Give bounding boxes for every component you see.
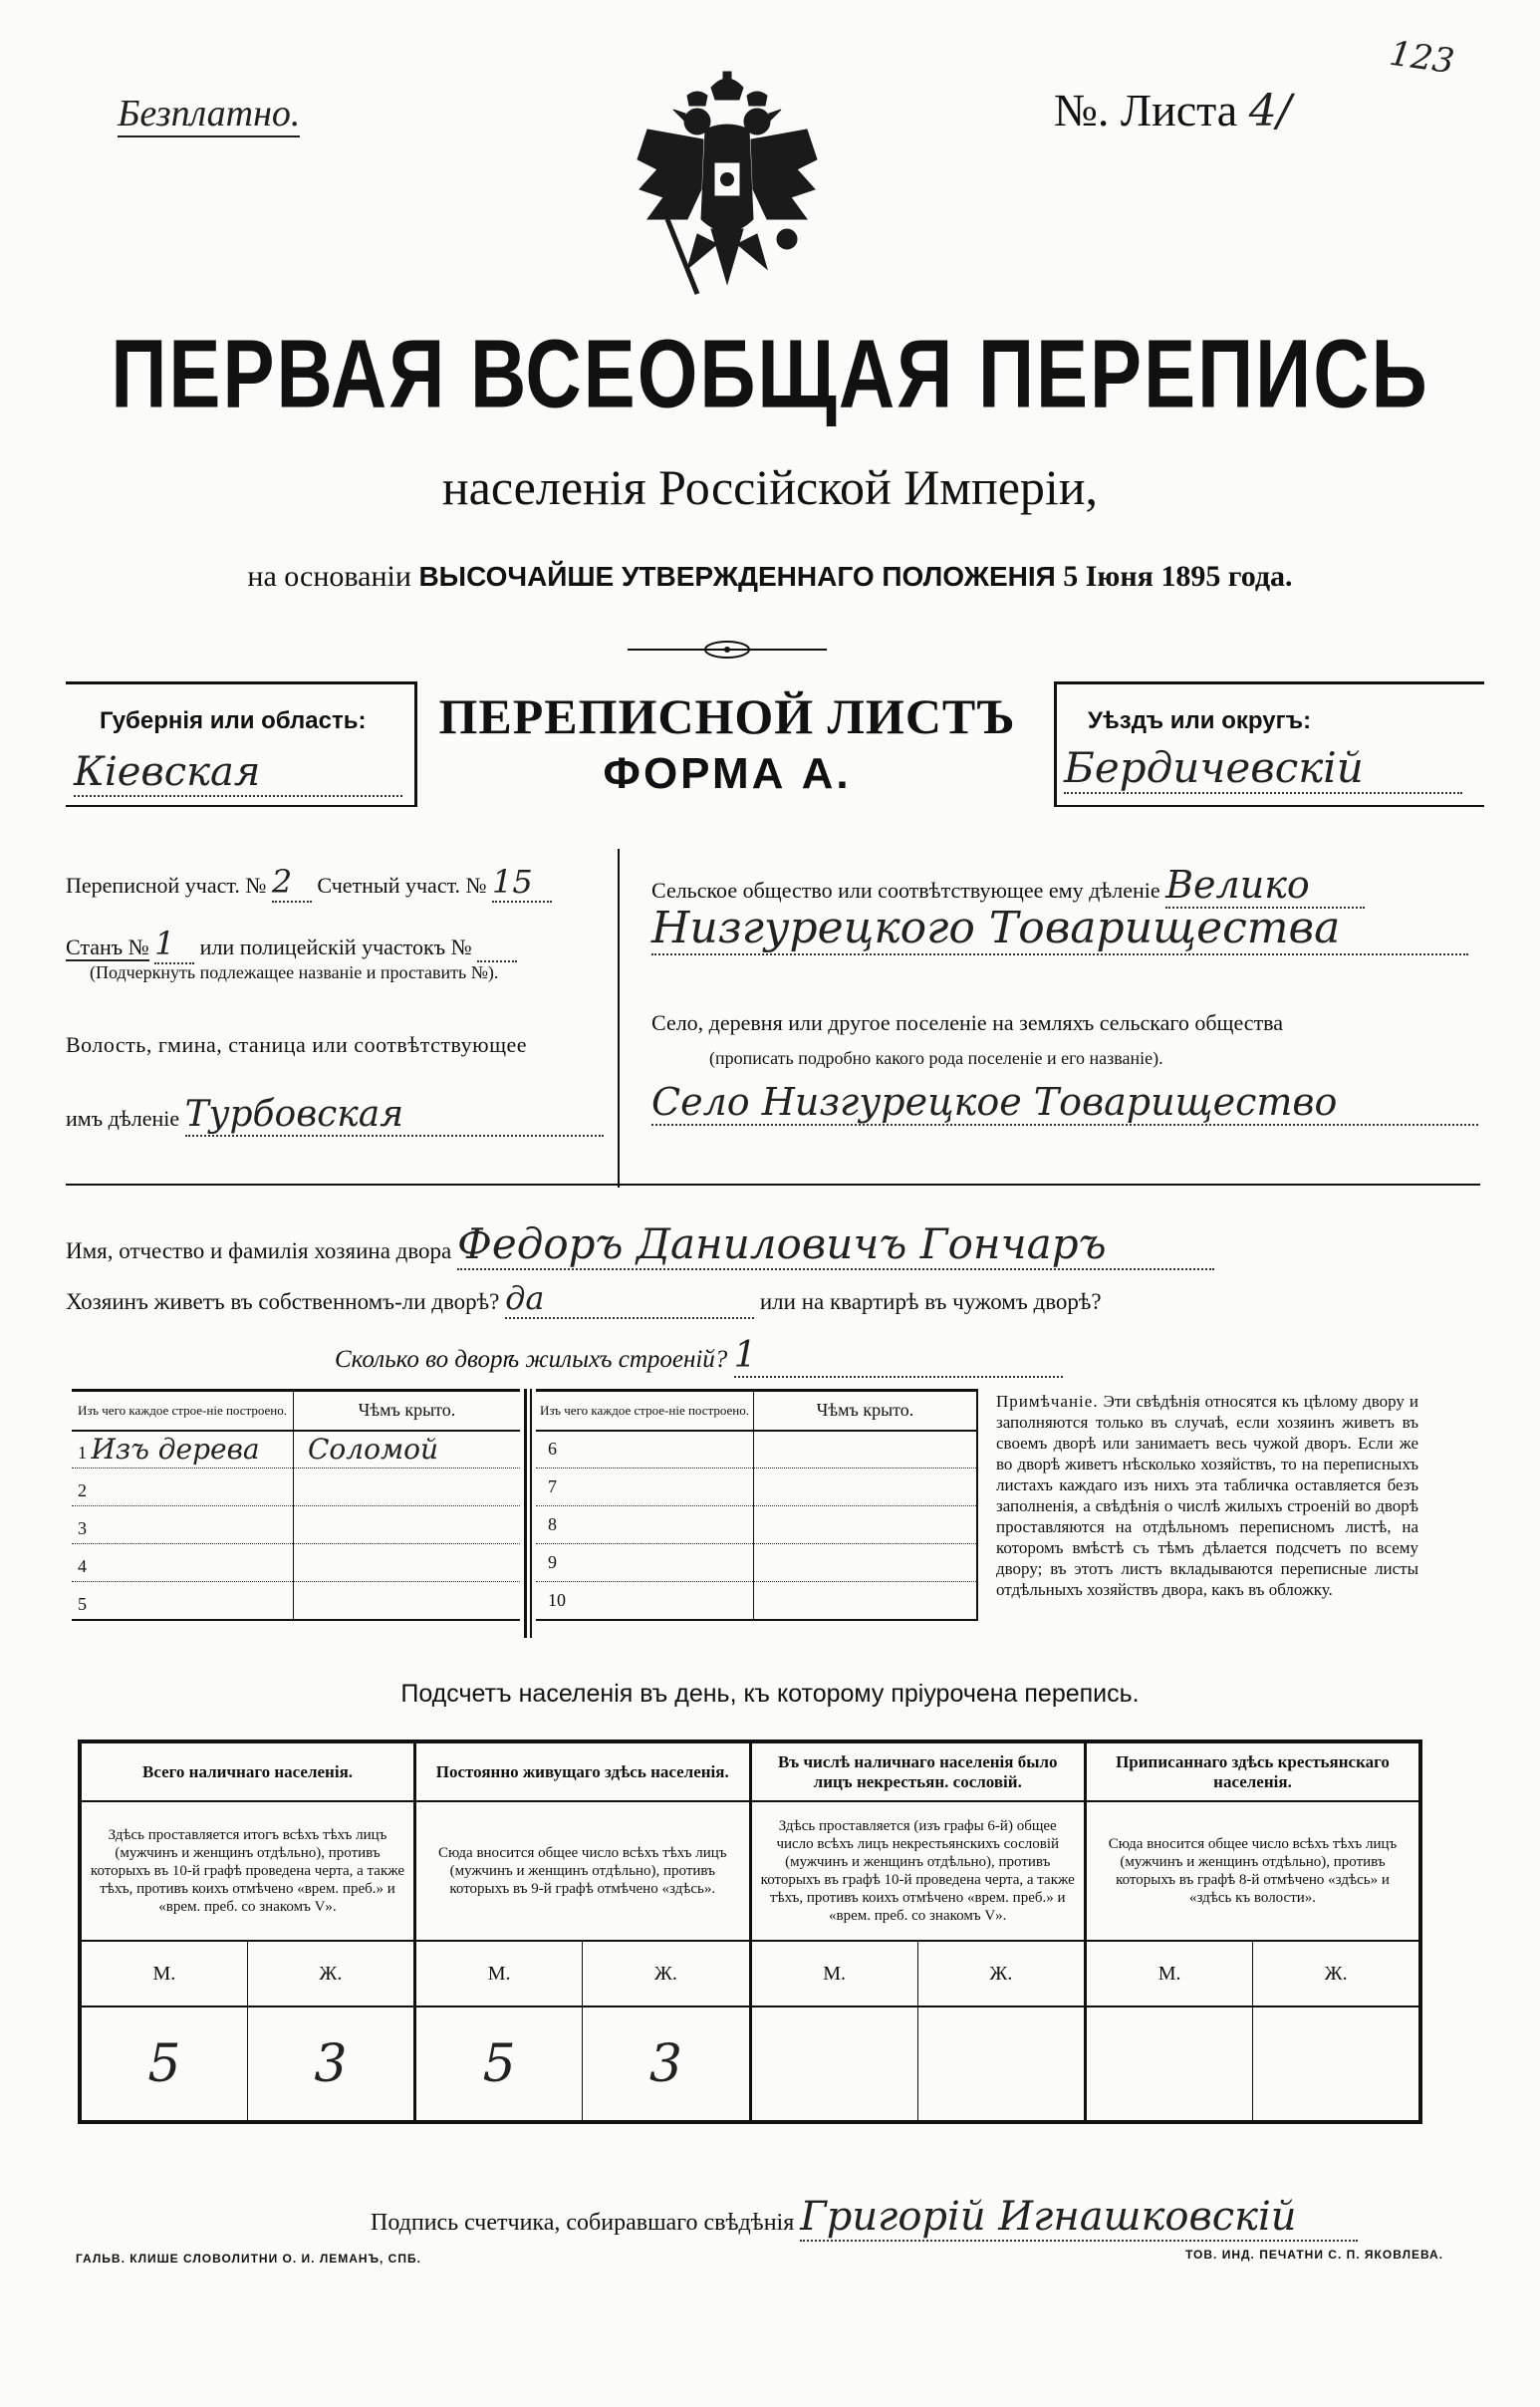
note	[996, 1391, 1418, 1600]
col-roof-header-right: Чѣмъ крыто.	[816, 1400, 914, 1421]
building-roof: Соломой	[308, 1433, 439, 1467]
corner-number: 123	[1387, 33, 1457, 83]
selo-label: Село, деревня или другое поселеніе на земляхъ сельскаго общества	[651, 1010, 1284, 1035]
obshchestvo-value-2: Низгурецкого Товарищества	[651, 903, 1468, 955]
count-col-header: Всего наличнаго населенія.	[141, 1761, 354, 1781]
perepis-uch-label: Переписной участ. №	[66, 873, 267, 898]
building-row	[72, 1469, 520, 1506]
buildings-table-right	[536, 1389, 978, 1621]
building-number: 9	[548, 1552, 557, 1572]
building-row	[72, 1544, 520, 1582]
building-cell-roof	[754, 1431, 978, 1469]
count-zh-value: 3	[314, 2033, 348, 2094]
count-table	[78, 1739, 1422, 2124]
count-zh-label: Ж.	[989, 1962, 1013, 1985]
building-number: 1	[78, 1443, 87, 1464]
count-zh-label: Ж.	[653, 1962, 677, 1985]
building-cell-roof	[294, 1431, 521, 1469]
count-m-label: М.	[415, 1941, 583, 2006]
building-cell-roof	[294, 1506, 521, 1544]
count-title: Подсчетъ населенія въ день, къ которому пріурочена перепись.	[400, 1680, 1140, 1708]
count-header-row	[80, 1741, 1420, 1801]
signature-label: Подпись счетчика, собиравшаго свѣдѣнія	[371, 2210, 795, 2236]
gubernia-value: Кіевская	[74, 749, 402, 797]
uezd-value: Бердичевскій	[1064, 743, 1462, 794]
building-cell-material	[72, 1544, 294, 1582]
basis-date: 5 Іюня 1895 года.	[1063, 560, 1293, 593]
building-row	[536, 1431, 977, 1469]
count-col-header: Въ числѣ наличнаго населенія было лицъ некрестьян. сословій.	[750, 1741, 1086, 1801]
count-zh-label: Ж.	[319, 1962, 343, 1985]
count-zh-value: 3	[648, 2033, 682, 2094]
count-col-desc: Здѣсь проставляется итогъ всѣхъ тѣхъ лицъ (мужчинъ и женщинъ отдѣльно), противъ которыхъ въ 10-й графѣ проведена черта, а также тѣхъ, противъ коихъ отмѣчено «врем. преб.» и «врем. преб. со знакомъ V».	[90, 1827, 405, 1915]
building-number: 8	[548, 1514, 557, 1534]
building-cell-material	[536, 1469, 754, 1506]
perepis-uch-value: 2	[272, 863, 312, 903]
signature-row	[371, 2194, 1358, 2242]
stan-label: Станъ №	[66, 935, 149, 959]
building-cell-roof	[754, 1544, 978, 1582]
form-letter: ФОРМА А.	[603, 749, 852, 798]
building-cell-material	[72, 1469, 294, 1506]
police-label: или полицейскій участокъ №	[199, 935, 472, 959]
building-cell-roof	[754, 1469, 978, 1506]
building-row	[536, 1506, 977, 1544]
building-number: 6	[548, 1439, 557, 1460]
coat-of-arms-icon	[628, 70, 827, 309]
owner-lives-value: да	[505, 1279, 754, 1319]
building-cell-roof	[294, 1582, 521, 1620]
volost-label-1: Волость, гмина, станица или соотвѣтствующее	[66, 1032, 528, 1057]
col-material-header-right: Изъ чего каждое строе-ніе построено.	[536, 1391, 754, 1431]
sheet-number-value: 4/	[1248, 86, 1292, 136]
page-subtitle: населенія Россійской Имперіи,	[441, 459, 1099, 515]
sheet-number	[1054, 84, 1292, 136]
building-cell-material	[72, 1582, 294, 1620]
building-cell-material	[72, 1506, 294, 1544]
count-m-label: М.	[80, 1941, 247, 2006]
building-number: 10	[548, 1589, 566, 1610]
free-label: Безплатно.	[118, 92, 300, 137]
count-col-desc: Здѣсь проставляется (изъ графы 6-й) общее число всѣхъ лицъ некрестьянскихъ сословій (мужчинъ и женщинъ отдѣльно), противъ которыхъ въ графѣ 10-й проведена черта, а также тѣхъ, противъ коихъ отмѣчено «врем. преб.» и «врем. преб. со знакомъ V».	[750, 1801, 1086, 1941]
building-row	[72, 1582, 520, 1620]
perepis-uch-row	[66, 863, 552, 903]
buildings-count-row	[335, 1335, 1063, 1378]
building-row	[536, 1469, 977, 1506]
col-roof-header: Чѣмъ крыто.	[358, 1400, 456, 1421]
count-m-value	[750, 2006, 917, 2122]
building-cell-roof	[294, 1544, 521, 1582]
volost-value: Турбовская	[185, 1094, 604, 1137]
building-row	[72, 1506, 520, 1544]
building-row	[536, 1544, 977, 1582]
building-cell-roof	[294, 1469, 521, 1506]
schet-uch-label: Счетный участ. №	[317, 873, 487, 898]
uezd-label: Уѣздъ или округъ:	[1088, 707, 1312, 734]
signature-value: Григорій Игнашковскій	[800, 2194, 1358, 2242]
building-cell-material	[536, 1506, 754, 1544]
stan-row	[66, 925, 517, 964]
page-title: ПЕРВАЯ ВСЕОБЩАЯ ПЕРЕПИСЬ	[111, 318, 1429, 428]
form-title: ПЕРЕПИСНОЙ ЛИСТЪ	[438, 688, 1016, 744]
selo-note: (прописать подробно какого рода поселеніе и его названіе).	[709, 1048, 1163, 1068]
building-number: 4	[78, 1556, 87, 1576]
owner-name-label: Имя, отчество и фамилія хозяина двора	[66, 1238, 452, 1263]
obshchestvo-label: Сельское общество или соотвѣтствующее ему дѣленіе	[651, 878, 1160, 903]
building-cell-roof	[754, 1506, 978, 1544]
count-col-desc: Сюда вносится общее число всѣхъ тѣхъ лицъ (мужчинъ и женщинъ отдѣльно), противъ которыхъ въ 9-й графѣ отмѣчено «здѣсь».	[415, 1801, 751, 1941]
count-m-value: 5	[80, 2006, 247, 2122]
building-cell-material	[536, 1544, 754, 1582]
count-col-header: Постоянно живущаго здѣсь населенія.	[415, 1741, 751, 1801]
building-number: 3	[78, 1518, 87, 1538]
building-number: 5	[78, 1593, 87, 1614]
police-note: (Подчеркнуть подлежащее названіе и проставить №).	[90, 962, 499, 982]
volost-label-2: имъ дѣленіе	[66, 1106, 180, 1131]
volost-row	[66, 1094, 604, 1137]
building-number: 2	[78, 1480, 87, 1500]
basis-pre: на основаніи	[247, 560, 411, 593]
owner-name-value: Федоръ Даниловичъ Гончаръ	[457, 1219, 1214, 1270]
sheet-number-label: №. Листа	[1054, 85, 1238, 135]
count-value-row	[80, 2006, 1420, 2122]
basis-caps: ВЫСОЧАЙШЕ УТВЕРЖДЕННАГО ПОЛОЖЕНІЯ	[418, 561, 1056, 592]
owner-name-row	[66, 1219, 1214, 1270]
obshchestvo-value-1: Велико	[1165, 863, 1365, 909]
count-desc-row	[80, 1801, 1420, 1941]
buildings-table-left	[72, 1389, 520, 1621]
buildings-count-value: 1	[734, 1335, 1063, 1378]
count-mz-row	[80, 1941, 1420, 2006]
building-row	[72, 1431, 520, 1469]
selo-value: Село Низгурецкое Товарищество	[651, 1080, 1478, 1126]
count-zh-value	[1253, 2006, 1420, 2122]
building-cell-material	[536, 1582, 754, 1620]
building-number: 7	[548, 1476, 557, 1496]
stan-value: 1	[154, 925, 194, 964]
note-text: Эти свѣдѣнія относятся къ цѣлому двору и заполняются только въ случаѣ, если хозяинъ живетъ въ своемъ дворѣ или занимаетъ весь чужой дворъ. Если же во дворѣ живетъ нѣсколько хозяйствъ, то на переписныхъ листахъ каждаго изъ нихъ эта табличка оставляется безъ заполненія, а свѣдѣнія о числѣ жилыхъ строеній во дворѣ проставляются на отдѣльномъ переписномъ листѣ, на которомъ вмѣстѣ съ тѣмъ дѣлается подсчетъ по всему двору; въ этотъ листъ вкладываются переписные листы отдѣльныхъ хозяйствъ двора, какъ въ обложку.	[996, 1392, 1419, 1599]
owner-lives-row	[66, 1279, 1102, 1319]
basis-line	[0, 560, 1540, 594]
owner-lives-label: Хозяинъ живетъ въ собственномъ-ли дворѣ?	[66, 1289, 500, 1314]
footer-left: ГАЛЬВ. КЛИШЕ СЛОВОЛИТНИ О. И. ЛЕМАНЪ, СПБ.	[76, 2252, 421, 2266]
count-zh-value	[917, 2006, 1085, 2122]
count-col-header: Приписаннаго здѣсь крестьянскаго населенія.	[1086, 1741, 1421, 1801]
ornament-divider-icon	[628, 638, 827, 662]
gubernia-label: Губернія или область:	[100, 707, 367, 734]
count-m-label: М.	[750, 1941, 917, 2006]
count-m-label: М.	[1086, 1941, 1253, 2006]
count-zh-label: Ж.	[1324, 1962, 1348, 1985]
footer-right: ТОВ. ИНД. ПЕЧАТНИ С. П. ЯКОВЛЕВА.	[1185, 2248, 1444, 2262]
schet-uch-value: 15	[492, 863, 552, 903]
count-m-value	[1086, 2006, 1253, 2122]
owner-apartment-label: или на квартирѣ въ чужомъ дворѣ?	[759, 1289, 1102, 1314]
buildings-count-label: Сколько во дворѣ жилыхъ строеній?	[335, 1346, 728, 1373]
building-material: Изъ дерева	[91, 1433, 260, 1467]
count-col-desc: Сюда вносится общее число всѣхъ тѣхъ лицъ (мужчинъ и женщинъ отдѣльно), противъ которыхъ въ графѣ 8-й отмѣчено «здѣсь» и «здѣсь къ волости».	[1086, 1801, 1421, 1941]
building-cell-material	[536, 1431, 754, 1469]
building-cell-material	[72, 1431, 294, 1469]
building-row	[536, 1582, 977, 1620]
count-m-value: 5	[415, 2006, 583, 2122]
building-cell-roof	[754, 1582, 978, 1620]
col-material-header: Изъ чего каждое строе-ніе построено.	[72, 1391, 294, 1431]
note-label: Примѣчаніе.	[996, 1392, 1099, 1411]
